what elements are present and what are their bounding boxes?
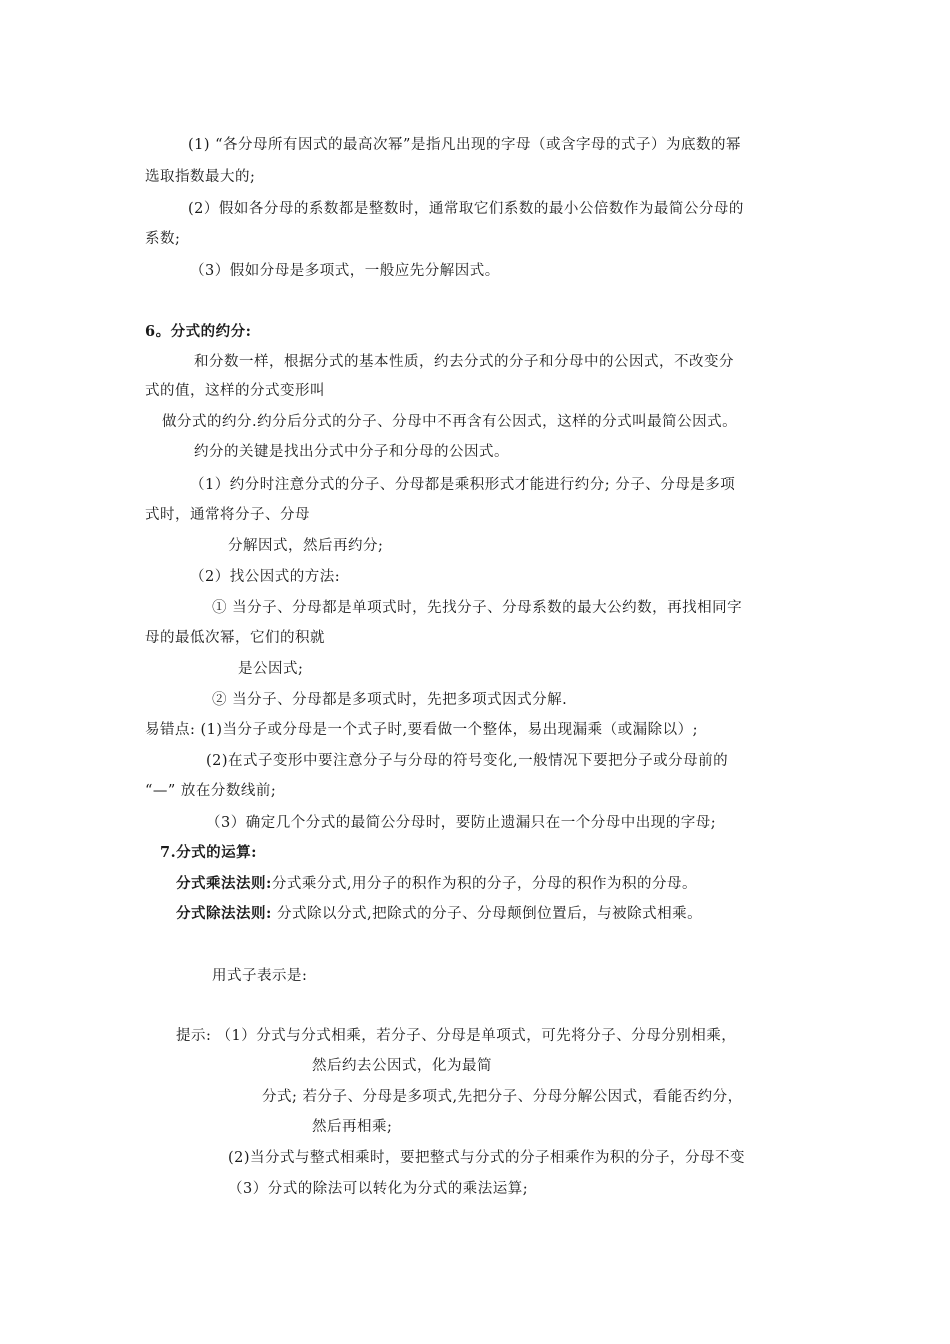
tip-line-1: 提示: （1）分式与分式相乘，若分子、分母是单项式，可先将分子、分母分别相乘，: [176, 1028, 737, 1044]
division-rule-label: 分式除法法则:: [176, 905, 272, 922]
tip-line-6: （3）分式的除法可以转化为分式的乘法运算;: [228, 1181, 529, 1197]
tip-line-2: 然后约去公因式，化为最简: [312, 1058, 492, 1074]
s6-line-12: ② 当分子、分母都是多项式时，先把多项式因式分解.: [212, 692, 568, 708]
division-rule: [176, 904, 702, 924]
s5-line-2: 选取指数最大的;: [145, 169, 256, 185]
s6-line-2: 式的值，这样的分式变形叫: [145, 383, 325, 399]
s6-line-4: 约分的关键是找出分式中分子和分母的公因式。: [194, 444, 509, 460]
tip-line-3: 分式; 若分子、分母是多项式,先把分子、分母分解公因式，看能否约分，: [262, 1089, 743, 1105]
s6-line-13: 易错点: (1)当分子或分母是一个式子时,要看做一个整体，易出现漏乘（或漏除以）;: [145, 722, 699, 738]
s6-line-14: (2)在式子变形中要注意分子与分母的符号变化,一般情况下要把分子或分母前的: [206, 753, 729, 769]
s5-line-1: (1) “各分母所有因式的最高次幂”是指凡出现的字母（或含字母的式子）为底数的幂: [188, 137, 741, 153]
s5-line-5: （3）假如分母是多项式，一般应先分解因式。: [190, 263, 500, 279]
s5-line-3: (2）假如各分母的系数都是整数时，通常取它们系数的最小公倍数作为最简公分母的: [188, 201, 744, 217]
s6-line-11: 是公因式;: [238, 661, 304, 677]
s6-line-15: “—” 放在分数线前;: [145, 783, 277, 799]
s6-line-10: 母的最低次幂，它们的积就: [145, 630, 325, 646]
s6-line-8: （2）找公因式的方法:: [190, 569, 341, 585]
division-rule-text: 分式除以分式,把除式的分子、分母颠倒位置后，与被除式相乘。: [271, 906, 703, 922]
tip-line-4: 然后再相乘;: [312, 1119, 393, 1135]
tip-line-5: (2)当分式与整式相乘时，要把整式与分式的分子相乘作为积的分子，分母不变: [228, 1150, 746, 1166]
s6-line-6: 式时，通常将分子、分母: [145, 507, 310, 523]
s6-line-1: 和分数一样，根据分式的基本性质，约去分式的分子和分母中的公因式，不改变分: [194, 354, 734, 370]
s5-line-4: 系数;: [145, 231, 181, 247]
section-6-heading: 6。分式的约分:: [145, 323, 252, 340]
multiplication-rule-text: 分式乘分式,用分子的积作为积的分子，分母的积作为积的分母。: [271, 876, 697, 892]
s6-line-5: （1）约分时注意分式的分子、分母都是乘积形式才能进行约分; 分子、分母是多项: [190, 477, 736, 493]
multiplication-rule: [176, 874, 697, 894]
multiplication-rule-label: 分式乘法法则:: [176, 875, 272, 892]
s6-line-16: （3）确定几个分式的最简公分母时，要防止遗漏只在一个分母中出现的字母;: [206, 815, 717, 831]
s6-line-7: 分解因式，然后再约分;: [228, 538, 384, 554]
s6-line-9: ① 当分子、分母都是单项式时，先找分子、分母系数的最大公约数，再找相同字: [212, 600, 743, 616]
formula-intro: 用式子表示是:: [212, 968, 308, 984]
section-7-heading: 7.分式的运算:: [160, 844, 257, 861]
s6-line-3: 做分式的约分.约分后分式的分子、分母中不再含有公因式，这样的分式叫最简公因式。: [162, 414, 738, 430]
